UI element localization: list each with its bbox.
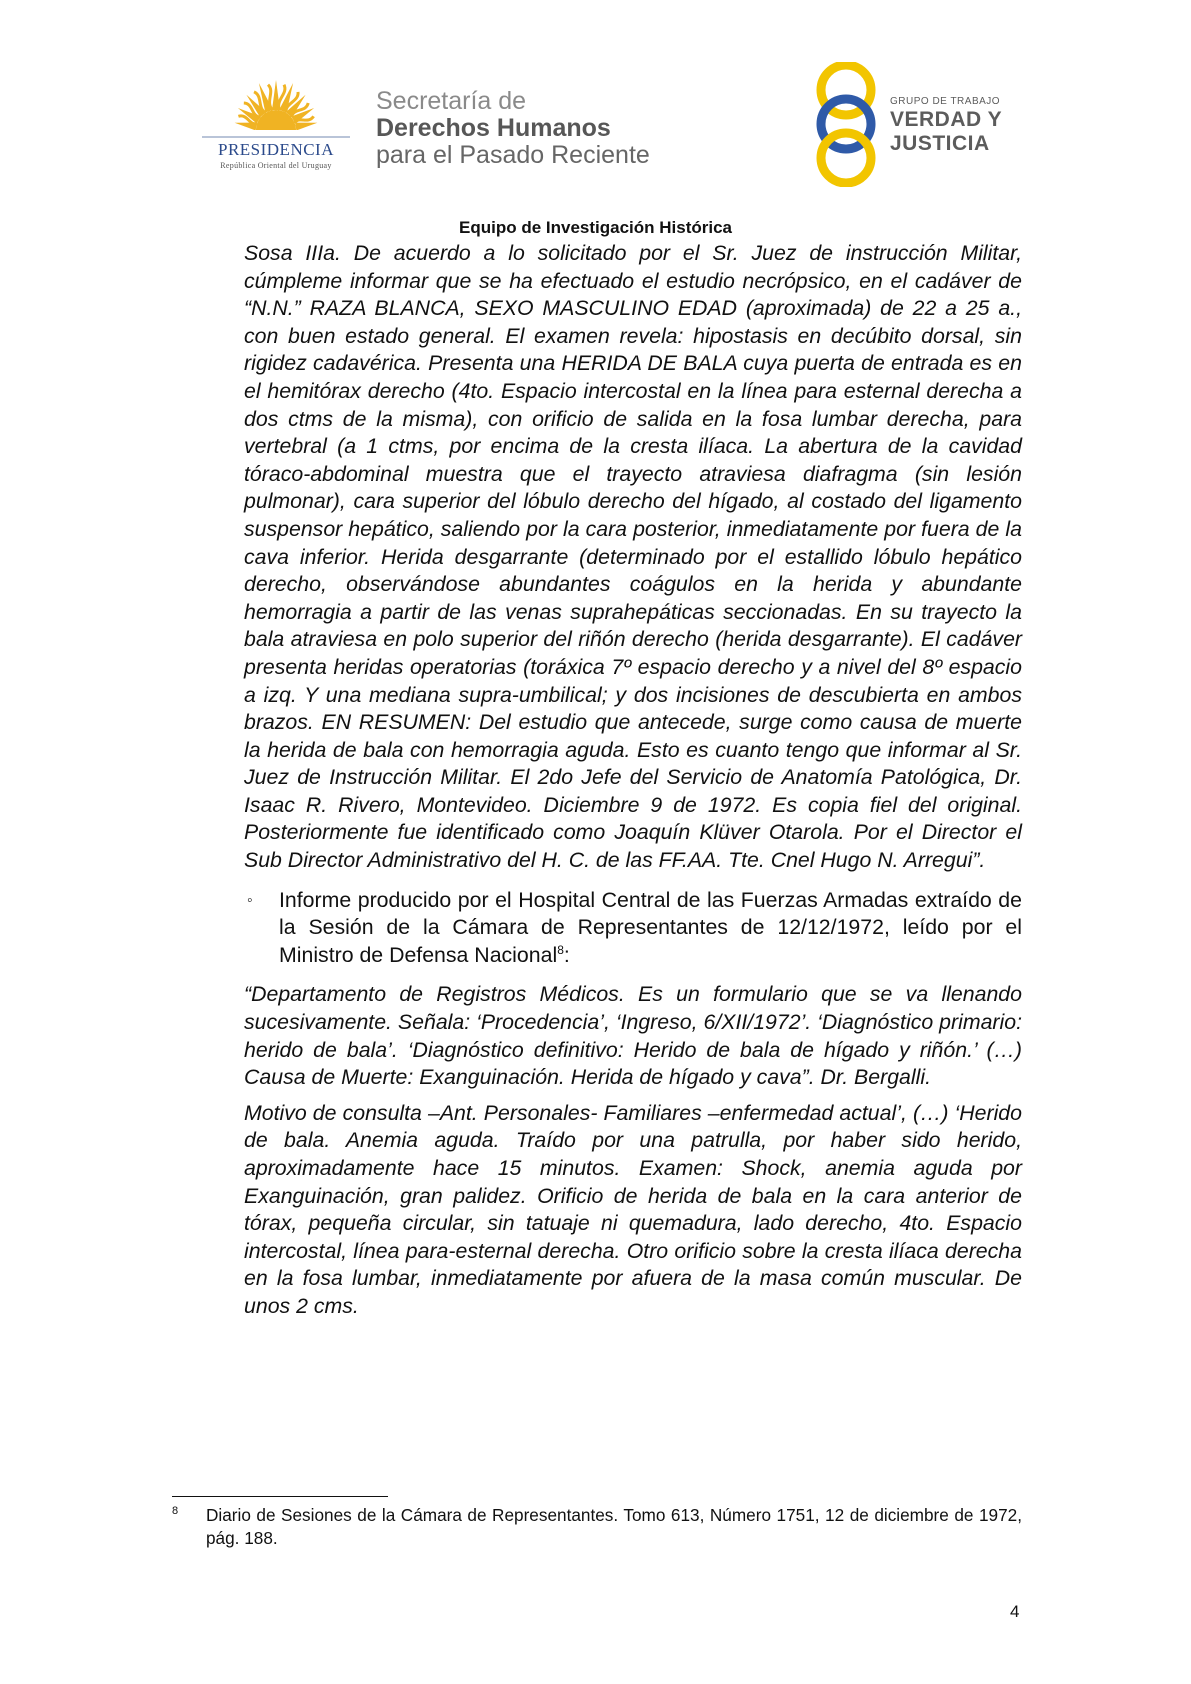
verdad-justicia-logo — [812, 62, 1032, 187]
secretaria-line2: Derechos Humanos — [376, 114, 611, 142]
grupo-line1: VERDAD Y — [890, 108, 1003, 131]
footnote-text: Diario de Sesiones de la Cámara de Representantes. Tomo 613, Número 1751, 12 de diciembre de 1972, pág. 188. — [206, 1505, 1022, 1548]
footnote-number: 8 — [172, 1505, 179, 1517]
footnote-reference[interactable]: 8 — [557, 942, 564, 957]
bullet-colon: : — [563, 942, 570, 967]
document-body — [244, 240, 1022, 1321]
presidencia-logo — [196, 78, 356, 178]
footnote — [172, 1504, 1022, 1550]
footnote-divider — [172, 1496, 388, 1497]
bullet-text: Informe producido por el Hospital Central de las Fuerzas Armadas extraído de la Sesión de la Cámara de Representantes de 12/12/1972, leído por el Ministro de Defensa Nacional — [279, 887, 1022, 967]
bullet-circle-icon: ◦ — [247, 891, 253, 909]
grupo-small-label: GRUPO DE TRABAJO — [890, 96, 1001, 107]
page-number: 4 — [1010, 1602, 1020, 1621]
consultation-quote: Motivo de consulta –Ant. Personales- Familiares –enfermedad actual’, (…) ‘Herido de bala. Anemia aguda. Traído por una patrulla, por haber sido herido, aproximadamente hace 15 minutos. Examen: Shock, anemia aguda por Exanguinación, gran palidez. Orificio de herida de bala en la cara anterior de tórax, pequeña circular, sin tatuaje ni quemadura, lado derecho, 4to. Espacio intercostal, línea para-esternal derecha. Otro orificio sobre la cresta ilíaca derecha en la fosa lumbar, inmediatamente por afuera de la masa común muscular. De unos 2 cms. — [244, 1100, 1022, 1318]
registry-quote: “Departamento de Registros Médicos. Es un formulario que se va llenando sucesivamente. Señala: ‘Procedencia’, ‘Ingreso, 6/XII/1972’. ‘Diagnóstico primario: herido de bala’. ‘Diagnóstico definitivo: Herido de bala de hígado y riñón.’ (…) Causa de Muerte: Exanguinación. Herida de hígado y cava”. Dr. Bergalli. — [244, 982, 1022, 1090]
secretaria-line1: Secretaría de — [376, 87, 527, 115]
bullet-item — [244, 887, 1022, 970]
presidencia-name: PRESIDENCIA — [217, 140, 334, 159]
secretaria-logo-text — [376, 88, 650, 169]
page-header — [0, 0, 1191, 215]
logo-divider — [202, 136, 350, 138]
document-title: Equipo de Investigación Histórica — [459, 218, 732, 237]
sun-icon — [196, 78, 356, 138]
secretaria-line3: para el Pasado Reciente — [376, 141, 650, 169]
grupo-line2: JUSTICIA — [890, 132, 990, 155]
necropsy-quote: Sosa IIIa. De acuerdo a lo solicitado por el Sr. Juez de instrucción Militar, cúmpleme informar que se ha efectuado el estudio necrópsico, en el cadáver de “N.N.” RAZA BLANCA, SEXO MASCULINO EDAD (aproximada) de 22 a 25 a., con buen estado general. El examen revela: hipostasis en decúbito dorsal, sin rigidez cadavérica. Presenta una HERIDA DE BALA cuya puerta de entrada es en el hemitórax derecho (4to. Espacio intercostal en la línea para esternal derecha a dos ctms de la misma), con orificio de salida en la fosa lumbar derecha, para vertebral (a 1 ctms, por encima de la cresta ilíaca. La abertura de la cavidad tóraco-abdominal muestra que el trayecto atraviesa diafragma (sin lesión pulmonar), cara superior del lóbulo derecho del hígado, al costado del ligamento suspensor hepático, saliendo por la cara posterior, inmediatamente por fuera de la cava inferior. Herida desgarrante (determinado por el estallido lóbulo hepático derecho, observándose abundantes coágulos en la herida y abundante hemorragia a partir de las venas suprahepáticas seccionadas. En su trayecto la bala atraviesa en polo superior del riñón derecho (herida desgarrante). El cadáver presenta heridas operatorias (toráxica 7º espacio derecho y a nivel del 8º espacio a izq. Y una mediana supra-umbilical; y dos incisiones de descubierta en ambos brazos. EN RESUMEN: Del estudio que antecede, surge como causa de muerte la herida de bala con hemorragia aguda. Esto es cuanto tengo que informar al Sr. Juez de Instrucción Militar. El 2do Jefe del Servicio de Anatomía Patológica, Dr. Isaac R. Rivero, Montevideo. Diciembre 9 de 1972. Es copia fiel del original. Posteriormente fue identificado como Joaquín Klüver Otarola. Por el Director el Sub Director Administrativo del H. C. de las FF.AA. Tte. Cnel Hugo N. Arregui”. — [244, 241, 1022, 873]
presidencia-subtitle: República Oriental del Uruguay — [220, 161, 332, 170]
rings-icon — [812, 62, 892, 187]
